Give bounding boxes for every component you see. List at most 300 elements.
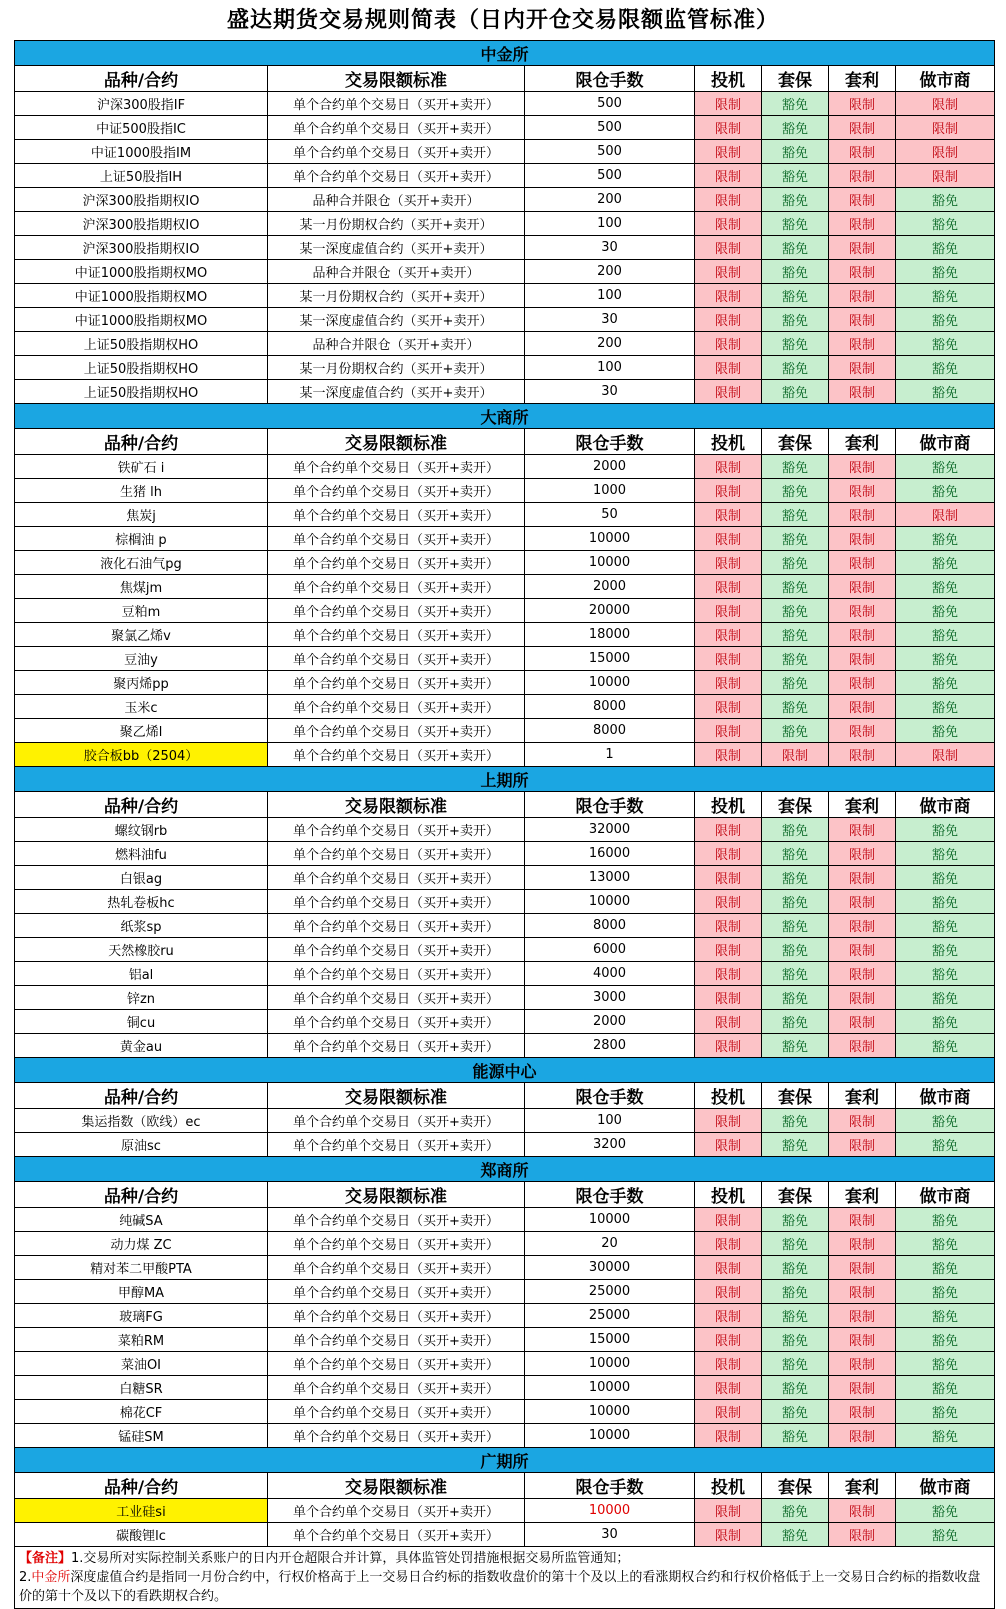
table-row bbox=[15, 914, 995, 938]
table-row bbox=[15, 671, 995, 695]
note-text-2: 深度虚值合约是指同一月份合约中，行权价格高于上一交易日合约标的指数收盘价的第十个及以上的看涨期权合约和行权价格低于上一交易日合约标的指数收盘价的第十个及以下的看跌期权合约。 bbox=[19, 1570, 981, 1604]
status-mm: 豁免 bbox=[896, 1133, 995, 1157]
product-cell: 原油sc bbox=[15, 1133, 268, 1157]
section-title: 中金所 bbox=[15, 41, 995, 66]
limit-cell: 2000 bbox=[525, 575, 695, 599]
product-cell: 铜cu bbox=[15, 1010, 268, 1034]
status-mm: 豁免 bbox=[896, 1352, 995, 1376]
product-cell: 精对苯二甲酸PTA bbox=[15, 1256, 268, 1280]
status-arb: 限制 bbox=[829, 308, 896, 332]
status-mm: 豁免 bbox=[896, 332, 995, 356]
status-hedge: 豁免 bbox=[762, 1280, 829, 1304]
table-row bbox=[15, 1304, 995, 1328]
standard-cell: 品种合并限仓（买开+卖开） bbox=[268, 260, 525, 284]
product-cell: 天然橡胶ru bbox=[15, 938, 268, 962]
limit-cell: 500 bbox=[525, 164, 695, 188]
product-cell: 焦炭j bbox=[15, 503, 268, 527]
status-spec: 限制 bbox=[695, 1499, 762, 1523]
standard-cell: 单个合约单个交易日（买开+卖开） bbox=[268, 890, 525, 914]
table-row bbox=[15, 356, 995, 380]
status-arb: 限制 bbox=[829, 1133, 896, 1157]
status-spec: 限制 bbox=[695, 818, 762, 842]
status-arb: 限制 bbox=[829, 1232, 896, 1256]
status-mm: 豁免 bbox=[896, 938, 995, 962]
limit-cell: 8000 bbox=[525, 695, 695, 719]
status-spec: 限制 bbox=[695, 455, 762, 479]
table-row bbox=[15, 116, 995, 140]
header-product: 品种/合约 bbox=[15, 1182, 268, 1208]
status-mm: 豁免 bbox=[896, 1499, 995, 1523]
table-row bbox=[15, 380, 995, 404]
table-row bbox=[15, 842, 995, 866]
limit-cell: 10000 bbox=[525, 671, 695, 695]
limit-cell: 8000 bbox=[525, 719, 695, 743]
status-arb: 限制 bbox=[829, 356, 896, 380]
header-limit: 限仓手数 bbox=[525, 792, 695, 818]
product-cell: 纯碱SA bbox=[15, 1208, 268, 1232]
status-arb: 限制 bbox=[829, 1424, 896, 1448]
status-hedge: 豁免 bbox=[762, 914, 829, 938]
status-arb: 限制 bbox=[829, 914, 896, 938]
status-arb: 限制 bbox=[829, 527, 896, 551]
header-limit: 限仓手数 bbox=[525, 1083, 695, 1109]
limit-cell: 30 bbox=[525, 236, 695, 260]
product-cell: 上证50股指期权HO bbox=[15, 356, 268, 380]
limit-cell: 10000 bbox=[525, 1424, 695, 1448]
status-arb: 限制 bbox=[829, 1376, 896, 1400]
header-limit: 限仓手数 bbox=[525, 1473, 695, 1499]
status-arb: 限制 bbox=[829, 1328, 896, 1352]
status-spec: 限制 bbox=[695, 1133, 762, 1157]
standard-cell: 单个合约单个交易日（买开+卖开） bbox=[268, 671, 525, 695]
product-cell: 铁矿石 i bbox=[15, 455, 268, 479]
header-product: 品种/合约 bbox=[15, 429, 268, 455]
table-row bbox=[15, 1424, 995, 1448]
status-spec: 限制 bbox=[695, 284, 762, 308]
status-hedge: 豁免 bbox=[762, 695, 829, 719]
header-standard: 交易限额标准 bbox=[268, 1473, 525, 1499]
status-spec: 限制 bbox=[695, 236, 762, 260]
product-cell: 中证1000股指期权MO bbox=[15, 260, 268, 284]
status-mm: 豁免 bbox=[896, 308, 995, 332]
product-cell: 液化石油气pg bbox=[15, 551, 268, 575]
limit-cell: 500 bbox=[525, 140, 695, 164]
product-cell: 上证50股指期权HO bbox=[15, 380, 268, 404]
status-hedge: 豁免 bbox=[762, 551, 829, 575]
header-hedge: 套保 bbox=[762, 66, 829, 92]
status-arb: 限制 bbox=[829, 1280, 896, 1304]
table-row bbox=[15, 1109, 995, 1133]
table-row bbox=[15, 140, 995, 164]
limit-cell: 2800 bbox=[525, 1034, 695, 1058]
status-arb: 限制 bbox=[829, 671, 896, 695]
header-mm: 做市商 bbox=[896, 792, 995, 818]
product-cell: 焦煤jm bbox=[15, 575, 268, 599]
status-arb: 限制 bbox=[829, 1208, 896, 1232]
status-mm: 豁免 bbox=[896, 1010, 995, 1034]
status-spec: 限制 bbox=[695, 188, 762, 212]
table-row bbox=[15, 1499, 995, 1523]
standard-cell: 单个合约单个交易日（买开+卖开） bbox=[268, 599, 525, 623]
status-spec: 限制 bbox=[695, 719, 762, 743]
product-cell: 中证1000股指期权MO bbox=[15, 284, 268, 308]
table-row bbox=[15, 1328, 995, 1352]
product-cell: 黄金au bbox=[15, 1034, 268, 1058]
status-hedge: 豁免 bbox=[762, 455, 829, 479]
standard-cell: 单个合约单个交易日（买开+卖开） bbox=[268, 1499, 525, 1523]
standard-cell: 单个合约单个交易日（买开+卖开） bbox=[268, 1352, 525, 1376]
status-spec: 限制 bbox=[695, 551, 762, 575]
header-product: 品种/合约 bbox=[15, 1083, 268, 1109]
limit-cell: 30 bbox=[525, 308, 695, 332]
limit-cell: 30000 bbox=[525, 1256, 695, 1280]
status-arb: 限制 bbox=[829, 1499, 896, 1523]
status-spec: 限制 bbox=[695, 1424, 762, 1448]
standard-cell: 某一深度虚值合约（买开+卖开） bbox=[268, 380, 525, 404]
status-spec: 限制 bbox=[695, 527, 762, 551]
header-mm: 做市商 bbox=[896, 429, 995, 455]
limit-cell: 32000 bbox=[525, 818, 695, 842]
limit-cell: 100 bbox=[525, 284, 695, 308]
status-hedge: 豁免 bbox=[762, 1352, 829, 1376]
header-standard: 交易限额标准 bbox=[268, 1083, 525, 1109]
header-row bbox=[15, 792, 995, 818]
status-arb: 限制 bbox=[829, 92, 896, 116]
status-spec: 限制 bbox=[695, 116, 762, 140]
header-mm: 做市商 bbox=[896, 66, 995, 92]
standard-cell: 单个合约单个交易日（买开+卖开） bbox=[268, 1304, 525, 1328]
status-arb: 限制 bbox=[829, 1256, 896, 1280]
product-cell: 菜油OI bbox=[15, 1352, 268, 1376]
status-arb: 限制 bbox=[829, 986, 896, 1010]
limit-cell: 200 bbox=[525, 332, 695, 356]
limit-cell: 10000 bbox=[525, 1352, 695, 1376]
section-row bbox=[15, 1448, 995, 1473]
status-arb: 限制 bbox=[829, 212, 896, 236]
product-cell: 中证500股指IC bbox=[15, 116, 268, 140]
standard-cell: 单个合约单个交易日（买开+卖开） bbox=[268, 1232, 525, 1256]
status-spec: 限制 bbox=[695, 1208, 762, 1232]
header-row bbox=[15, 1182, 995, 1208]
product-cell: 菜粕RM bbox=[15, 1328, 268, 1352]
product-cell: 沪深300股指IF bbox=[15, 92, 268, 116]
status-spec: 限制 bbox=[695, 1400, 762, 1424]
status-spec: 限制 bbox=[695, 866, 762, 890]
status-arb: 限制 bbox=[829, 938, 896, 962]
table-row bbox=[15, 1232, 995, 1256]
table-row bbox=[15, 1280, 995, 1304]
status-spec: 限制 bbox=[695, 1523, 762, 1547]
limit-cell: 500 bbox=[525, 116, 695, 140]
header-product: 品种/合约 bbox=[15, 792, 268, 818]
standard-cell: 单个合约单个交易日（买开+卖开） bbox=[268, 1133, 525, 1157]
table-row bbox=[15, 332, 995, 356]
status-arb: 限制 bbox=[829, 962, 896, 986]
status-hedge: 豁免 bbox=[762, 1256, 829, 1280]
limit-cell: 4000 bbox=[525, 962, 695, 986]
table-row bbox=[15, 1133, 995, 1157]
standard-cell: 单个合约单个交易日（买开+卖开） bbox=[268, 938, 525, 962]
limit-cell: 30 bbox=[525, 1523, 695, 1547]
page-title: 盛达期货交易规则简表（日内开仓交易限额监管标准） bbox=[226, 7, 779, 33]
table-row bbox=[15, 284, 995, 308]
product-cell: 豆油y bbox=[15, 647, 268, 671]
status-arb: 限制 bbox=[829, 332, 896, 356]
limit-cell: 20 bbox=[525, 1232, 695, 1256]
status-mm: 豁免 bbox=[896, 842, 995, 866]
limit-cell: 100 bbox=[525, 356, 695, 380]
status-mm: 豁免 bbox=[896, 695, 995, 719]
status-mm: 豁免 bbox=[896, 1400, 995, 1424]
status-hedge: 豁免 bbox=[762, 164, 829, 188]
status-spec: 限制 bbox=[695, 92, 762, 116]
header-limit: 限仓手数 bbox=[525, 429, 695, 455]
standard-cell: 单个合约单个交易日（买开+卖开） bbox=[268, 140, 525, 164]
status-hedge: 豁免 bbox=[762, 866, 829, 890]
status-hedge: 豁免 bbox=[762, 1400, 829, 1424]
standard-cell: 单个合约单个交易日（买开+卖开） bbox=[268, 962, 525, 986]
header-row bbox=[15, 429, 995, 455]
status-hedge: 豁免 bbox=[762, 116, 829, 140]
limit-cell: 15000 bbox=[525, 1328, 695, 1352]
status-mm: 豁免 bbox=[896, 455, 995, 479]
status-mm: 豁免 bbox=[896, 527, 995, 551]
status-spec: 限制 bbox=[695, 647, 762, 671]
limit-cell: 10000 bbox=[525, 1208, 695, 1232]
status-spec: 限制 bbox=[695, 260, 762, 284]
header-row bbox=[15, 1083, 995, 1109]
standard-cell: 单个合约单个交易日（买开+卖开） bbox=[268, 866, 525, 890]
limit-cell: 18000 bbox=[525, 623, 695, 647]
status-hedge: 豁免 bbox=[762, 92, 829, 116]
header-mm: 做市商 bbox=[896, 1083, 995, 1109]
status-hedge: 豁免 bbox=[762, 962, 829, 986]
status-mm: 豁免 bbox=[896, 623, 995, 647]
status-mm: 豁免 bbox=[896, 962, 995, 986]
status-spec: 限制 bbox=[695, 1352, 762, 1376]
status-hedge: 豁免 bbox=[762, 818, 829, 842]
status-arb: 限制 bbox=[829, 260, 896, 284]
note-line-2 bbox=[19, 1568, 990, 1606]
section-row bbox=[15, 1157, 995, 1182]
header-standard: 交易限额标准 bbox=[268, 792, 525, 818]
status-hedge: 豁免 bbox=[762, 1328, 829, 1352]
status-spec: 限制 bbox=[695, 164, 762, 188]
status-mm: 豁免 bbox=[896, 1034, 995, 1058]
note-line-1 bbox=[19, 1549, 990, 1568]
limit-cell: 13000 bbox=[525, 866, 695, 890]
status-hedge: 限制 bbox=[762, 743, 829, 767]
status-hedge: 豁免 bbox=[762, 1010, 829, 1034]
standard-cell: 单个合约单个交易日（买开+卖开） bbox=[268, 1424, 525, 1448]
table-row bbox=[15, 1400, 995, 1424]
status-hedge: 豁免 bbox=[762, 1034, 829, 1058]
standard-cell: 单个合约单个交易日（买开+卖开） bbox=[268, 1034, 525, 1058]
status-mm: 豁免 bbox=[896, 479, 995, 503]
status-spec: 限制 bbox=[695, 695, 762, 719]
limit-cell: 16000 bbox=[525, 842, 695, 866]
header-standard: 交易限额标准 bbox=[268, 429, 525, 455]
section-title: 郑商所 bbox=[15, 1157, 995, 1182]
status-mm: 豁免 bbox=[896, 599, 995, 623]
standard-cell: 单个合约单个交易日（买开+卖开） bbox=[268, 1523, 525, 1547]
table-row bbox=[15, 695, 995, 719]
status-hedge: 豁免 bbox=[762, 1523, 829, 1547]
standard-cell: 某一月份期权合约（买开+卖开） bbox=[268, 212, 525, 236]
status-spec: 限制 bbox=[695, 914, 762, 938]
status-hedge: 豁免 bbox=[762, 1133, 829, 1157]
header-hedge: 套保 bbox=[762, 429, 829, 455]
product-cell: 豆粕m bbox=[15, 599, 268, 623]
standard-cell: 单个合约单个交易日（买开+卖开） bbox=[268, 1376, 525, 1400]
status-arb: 限制 bbox=[829, 575, 896, 599]
header-spec: 投机 bbox=[695, 792, 762, 818]
header-row bbox=[15, 66, 995, 92]
note-tag: 【备注】 bbox=[19, 1551, 72, 1566]
header-standard: 交易限额标准 bbox=[268, 66, 525, 92]
table-row bbox=[15, 1034, 995, 1058]
standard-cell: 单个合约单个交易日（买开+卖开） bbox=[268, 503, 525, 527]
standard-cell: 单个合约单个交易日（买开+卖开） bbox=[268, 1109, 525, 1133]
status-hedge: 豁免 bbox=[762, 1376, 829, 1400]
product-cell: 上证50股指IH bbox=[15, 164, 268, 188]
table-row bbox=[15, 962, 995, 986]
section-title: 上期所 bbox=[15, 767, 995, 792]
standard-cell: 单个合约单个交易日（买开+卖开） bbox=[268, 479, 525, 503]
limit-cell: 20000 bbox=[525, 599, 695, 623]
status-spec: 限制 bbox=[695, 479, 762, 503]
status-hedge: 豁免 bbox=[762, 719, 829, 743]
table-row bbox=[15, 647, 995, 671]
standard-cell: 单个合约单个交易日（买开+卖开） bbox=[268, 575, 525, 599]
header-hedge: 套保 bbox=[762, 1182, 829, 1208]
status-mm: 豁免 bbox=[896, 1523, 995, 1547]
status-spec: 限制 bbox=[695, 962, 762, 986]
status-mm: 豁免 bbox=[896, 671, 995, 695]
status-mm: 限制 bbox=[896, 116, 995, 140]
limit-cell: 2000 bbox=[525, 1010, 695, 1034]
limit-cell: 100 bbox=[525, 212, 695, 236]
status-spec: 限制 bbox=[695, 356, 762, 380]
limit-cell: 30 bbox=[525, 380, 695, 404]
product-cell: 螺纹钢rb bbox=[15, 818, 268, 842]
status-hedge: 豁免 bbox=[762, 140, 829, 164]
table-row bbox=[15, 890, 995, 914]
table-row bbox=[15, 599, 995, 623]
table-row bbox=[15, 236, 995, 260]
status-hedge: 豁免 bbox=[762, 332, 829, 356]
status-arb: 限制 bbox=[829, 140, 896, 164]
section-row bbox=[15, 1058, 995, 1083]
limit-cell: 3000 bbox=[525, 986, 695, 1010]
note-num-2: 2. bbox=[19, 1570, 32, 1585]
header-product: 品种/合约 bbox=[15, 1473, 268, 1499]
standard-cell: 单个合约单个交易日（买开+卖开） bbox=[268, 164, 525, 188]
status-mm: 豁免 bbox=[896, 647, 995, 671]
status-mm: 豁免 bbox=[896, 1256, 995, 1280]
status-spec: 限制 bbox=[695, 1304, 762, 1328]
status-arb: 限制 bbox=[829, 551, 896, 575]
table-row bbox=[15, 818, 995, 842]
product-cell: 沪深300股指期权IO bbox=[15, 212, 268, 236]
limit-cell: 50 bbox=[525, 503, 695, 527]
status-hedge: 豁免 bbox=[762, 260, 829, 284]
status-arb: 限制 bbox=[829, 164, 896, 188]
limit-cell: 100 bbox=[525, 1109, 695, 1133]
status-arb: 限制 bbox=[829, 842, 896, 866]
standard-cell: 单个合约单个交易日（买开+卖开） bbox=[268, 551, 525, 575]
status-spec: 限制 bbox=[695, 332, 762, 356]
limit-cell: 10000 bbox=[525, 890, 695, 914]
product-cell: 集运指数（欧线）ec bbox=[15, 1109, 268, 1133]
limit-cell: 500 bbox=[525, 92, 695, 116]
status-mm: 豁免 bbox=[896, 1208, 995, 1232]
status-arb: 限制 bbox=[829, 818, 896, 842]
product-cell: 热轧卷板hc bbox=[15, 890, 268, 914]
table-row bbox=[15, 938, 995, 962]
standard-cell: 单个合约单个交易日（买开+卖开） bbox=[268, 1010, 525, 1034]
table-row bbox=[15, 503, 995, 527]
limit-cell: 8000 bbox=[525, 914, 695, 938]
status-mm: 豁免 bbox=[896, 1109, 995, 1133]
status-mm: 限制 bbox=[896, 743, 995, 767]
product-cell: 工业硅si bbox=[15, 1499, 268, 1523]
status-arb: 限制 bbox=[829, 866, 896, 890]
header-standard: 交易限额标准 bbox=[268, 1182, 525, 1208]
status-mm: 豁免 bbox=[896, 551, 995, 575]
status-hedge: 豁免 bbox=[762, 1424, 829, 1448]
standard-cell: 单个合约单个交易日（买开+卖开） bbox=[268, 1280, 525, 1304]
status-hedge: 豁免 bbox=[762, 842, 829, 866]
status-hedge: 豁免 bbox=[762, 599, 829, 623]
product-cell: 生猪 lh bbox=[15, 479, 268, 503]
standard-cell: 单个合约单个交易日（买开+卖开） bbox=[268, 743, 525, 767]
header-arb: 套利 bbox=[829, 66, 896, 92]
status-hedge: 豁免 bbox=[762, 647, 829, 671]
status-arb: 限制 bbox=[829, 284, 896, 308]
status-mm: 豁免 bbox=[896, 356, 995, 380]
product-cell: 甲醇MA bbox=[15, 1280, 268, 1304]
table-row bbox=[15, 551, 995, 575]
status-mm: 限制 bbox=[896, 503, 995, 527]
table-row bbox=[15, 455, 995, 479]
status-spec: 限制 bbox=[695, 671, 762, 695]
status-arb: 限制 bbox=[829, 1400, 896, 1424]
product-cell: 纸浆sp bbox=[15, 914, 268, 938]
status-arb: 限制 bbox=[829, 116, 896, 140]
product-cell: 中证1000股指期权MO bbox=[15, 308, 268, 332]
section-row bbox=[15, 767, 995, 792]
status-mm: 限制 bbox=[896, 92, 995, 116]
product-cell: 中证1000股指IM bbox=[15, 140, 268, 164]
status-arb: 限制 bbox=[829, 503, 896, 527]
status-mm: 豁免 bbox=[896, 188, 995, 212]
status-arb: 限制 bbox=[829, 1523, 896, 1547]
status-mm: 豁免 bbox=[896, 260, 995, 284]
product-cell: 白糖SR bbox=[15, 1376, 268, 1400]
status-spec: 限制 bbox=[695, 1232, 762, 1256]
status-arb: 限制 bbox=[829, 647, 896, 671]
header-arb: 套利 bbox=[829, 1083, 896, 1109]
status-mm: 豁免 bbox=[896, 1328, 995, 1352]
standard-cell: 单个合约单个交易日（买开+卖开） bbox=[268, 695, 525, 719]
header-hedge: 套保 bbox=[762, 1083, 829, 1109]
status-spec: 限制 bbox=[695, 623, 762, 647]
status-hedge: 豁免 bbox=[762, 527, 829, 551]
standard-cell: 单个合约单个交易日（买开+卖开） bbox=[268, 719, 525, 743]
status-arb: 限制 bbox=[829, 1034, 896, 1058]
status-spec: 限制 bbox=[695, 842, 762, 866]
